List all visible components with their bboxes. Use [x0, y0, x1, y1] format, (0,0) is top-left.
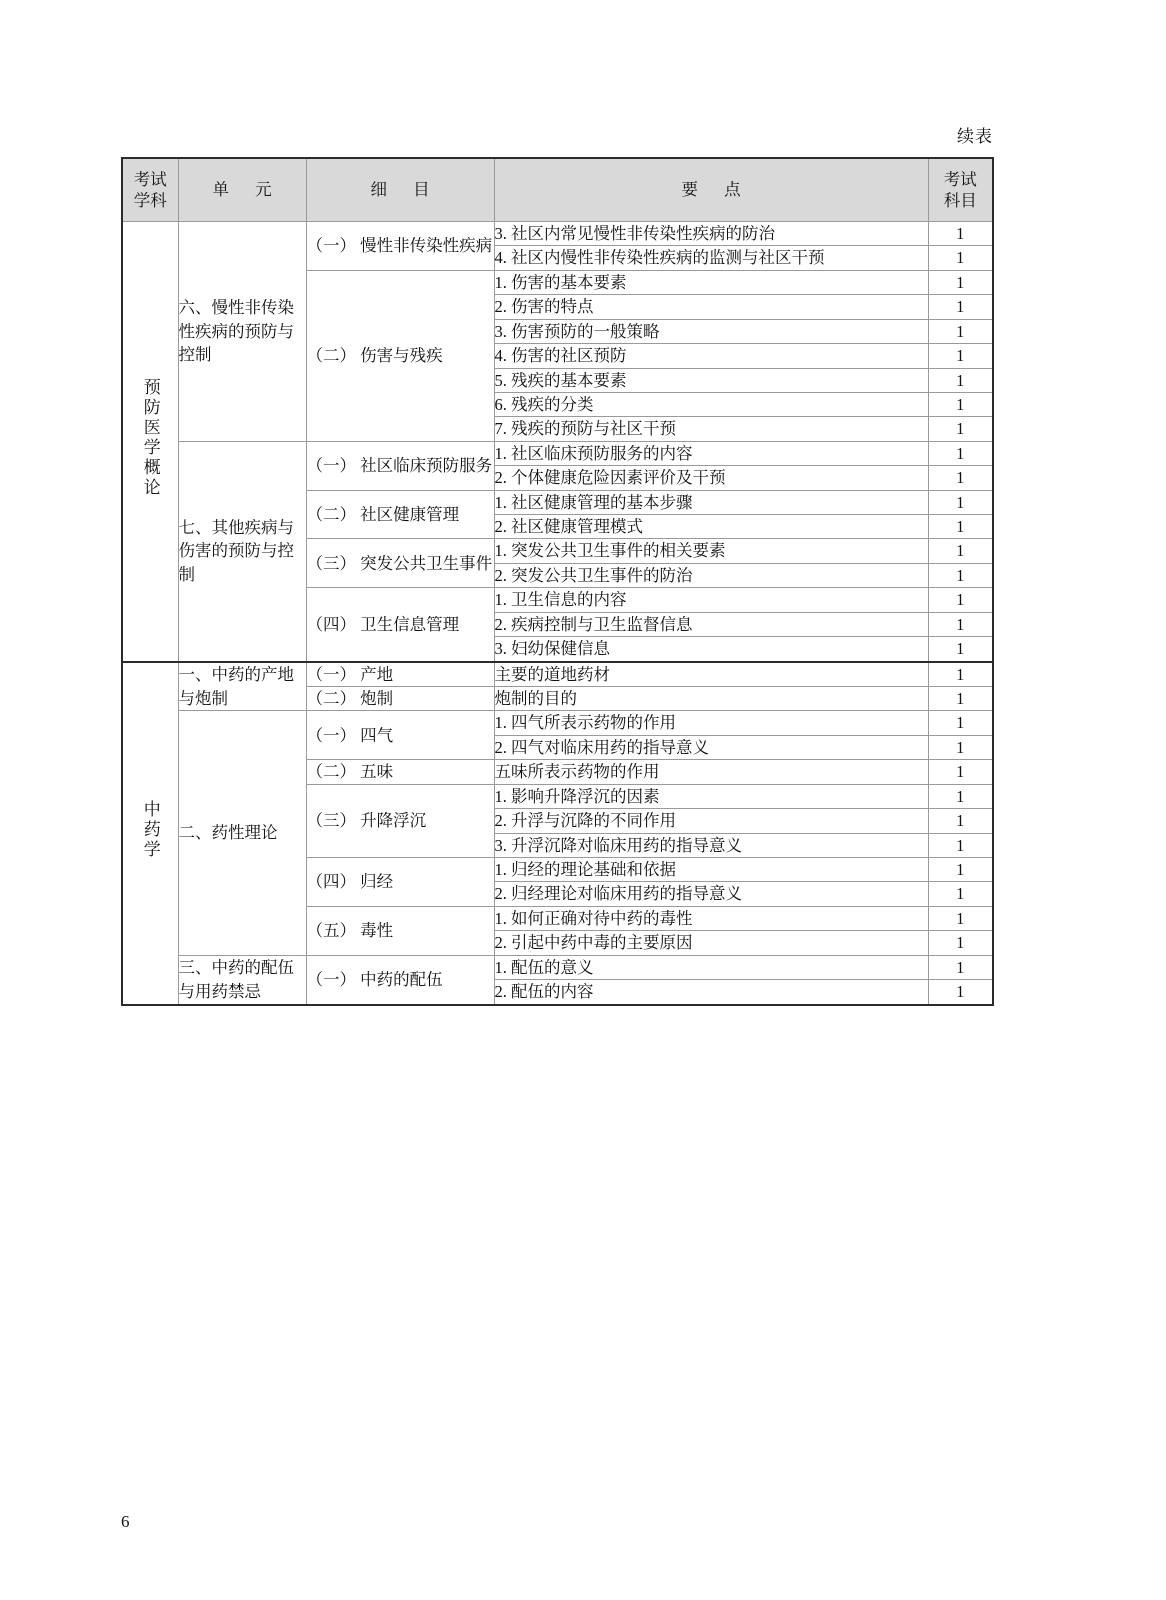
score-cell: 1	[928, 515, 993, 539]
score-cell: 1	[928, 931, 993, 955]
score-cell: 1	[928, 222, 993, 246]
score-cell: 1	[928, 882, 993, 906]
detail-cell: （一） 中药的配伍	[306, 955, 494, 1004]
point-cell: 2. 四气对临床用药的指导意义	[494, 735, 928, 759]
point-cell: 2. 伤害的特点	[494, 295, 928, 319]
detail-cell: （二） 五味	[306, 760, 494, 784]
score-cell: 1	[928, 344, 993, 368]
score-cell: 1	[928, 246, 993, 270]
score-cell: 1	[928, 980, 993, 1005]
score-cell: 1	[928, 441, 993, 465]
table-row	[122, 222, 993, 246]
table-body	[122, 222, 993, 1005]
column-header-score-line2: 科目	[943, 191, 977, 210]
score-cell: 1	[928, 784, 993, 808]
detail-cell: （一） 慢性非传染性疾病	[306, 222, 494, 271]
point-cell: 5. 残疾的基本要素	[494, 368, 928, 392]
point-cell: 2. 突发公共卫生事件的防治	[494, 563, 928, 587]
point-cell: 1. 归经的理论基础和依据	[494, 857, 928, 881]
point-cell: 2. 疾病控制与卫生监督信息	[494, 612, 928, 636]
table-row	[122, 441, 993, 465]
score-cell: 1	[928, 417, 993, 441]
score-cell: 1	[928, 906, 993, 930]
point-cell: 4. 伤害的社区预防	[494, 344, 928, 368]
subject-label: 中药学	[140, 799, 160, 860]
point-cell: 6. 残疾的分类	[494, 392, 928, 416]
score-cell: 1	[928, 319, 993, 343]
column-header-score-line1: 考试	[943, 169, 977, 189]
score-cell: 1	[928, 295, 993, 319]
point-cell: 1. 如何正确对待中药的毒性	[494, 906, 928, 930]
detail-cell: （五） 毒性	[306, 906, 494, 955]
score-cell: 1	[928, 760, 993, 784]
column-header-score	[928, 158, 993, 222]
point-cell: 1. 社区临床预防服务的内容	[494, 441, 928, 465]
point-cell: 2. 配伍的内容	[494, 980, 928, 1005]
score-cell: 1	[928, 270, 993, 294]
score-cell: 1	[928, 539, 993, 563]
detail-cell: （二） 伤害与残疾	[306, 270, 494, 441]
point-cell: 1. 配伍的意义	[494, 955, 928, 979]
point-cell: 2. 个体健康危险因素评价及干预	[494, 466, 928, 490]
point-cell: 1. 四气所表示药物的作用	[494, 711, 928, 735]
header-row	[122, 158, 993, 222]
score-cell: 1	[928, 588, 993, 612]
score-cell: 1	[928, 612, 993, 636]
point-cell: 1. 卫生信息的内容	[494, 588, 928, 612]
column-header-subject-line2: 学科	[133, 191, 167, 210]
score-cell: 1	[928, 833, 993, 857]
detail-cell: （四） 归经	[306, 857, 494, 906]
table-row	[122, 711, 993, 735]
score-cell: 1	[928, 637, 993, 662]
exam-syllabus-table	[121, 157, 994, 1006]
point-cell: 1. 伤害的基本要素	[494, 270, 928, 294]
point-cell: 2. 归经理论对临床用药的指导意义	[494, 882, 928, 906]
point-cell: 7. 残疾的预防与社区干预	[494, 417, 928, 441]
column-header-unit: 单 元	[178, 158, 306, 222]
page-number: 6	[121, 1512, 130, 1531]
unit-cell: 二、药性理论	[178, 711, 306, 955]
detail-cell: （二） 社区健康管理	[306, 490, 494, 539]
subject-cell	[122, 662, 178, 1005]
score-cell: 1	[928, 490, 993, 514]
point-cell: 3. 社区内常见慢性非传染性疾病的防治	[494, 222, 928, 246]
subject-label: 预防医学概论	[140, 378, 160, 499]
point-cell: 1. 影响升降浮沉的因素	[494, 784, 928, 808]
score-cell: 1	[928, 955, 993, 979]
point-cell: 五味所表示药物的作用	[494, 760, 928, 784]
column-header-points: 要 点	[494, 158, 928, 222]
score-cell: 1	[928, 563, 993, 587]
point-cell: 2. 升浮与沉降的不同作用	[494, 809, 928, 833]
detail-cell: （一） 社区临床预防服务	[306, 441, 494, 490]
score-cell: 1	[928, 662, 993, 687]
point-cell: 炮制的目的	[494, 687, 928, 711]
column-header-subject-line1: 考试	[133, 169, 167, 189]
detail-cell: （二） 炮制	[306, 687, 494, 711]
point-cell: 2. 引起中药中毒的主要原因	[494, 931, 928, 955]
point-cell: 3. 升浮沉降对临床用药的指导意义	[494, 833, 928, 857]
point-cell: 3. 妇幼保健信息	[494, 637, 928, 662]
subject-cell	[122, 222, 178, 662]
unit-cell: 七、其他疾病与伤害的预防与控制	[178, 441, 306, 661]
point-cell: 1. 社区健康管理的基本步骤	[494, 490, 928, 514]
detail-cell: （一） 四气	[306, 711, 494, 760]
score-cell: 1	[928, 735, 993, 759]
unit-cell: 三、中药的配伍与用药禁忌	[178, 955, 306, 1004]
score-cell: 1	[928, 687, 993, 711]
detail-cell: （三） 突发公共卫生事件	[306, 539, 494, 588]
point-cell: 1. 突发公共卫生事件的相关要素	[494, 539, 928, 563]
continued-table-label: 续表	[957, 127, 993, 146]
column-header-detail: 细 目	[306, 158, 494, 222]
table-row	[122, 955, 993, 979]
score-cell: 1	[928, 711, 993, 735]
point-cell: 4. 社区内慢性非传染性疾病的监测与社区干预	[494, 246, 928, 270]
unit-cell: 六、慢性非传染性疾病的预防与控制	[178, 222, 306, 442]
detail-cell: （一） 产地	[306, 662, 494, 687]
score-cell: 1	[928, 466, 993, 490]
point-cell: 3. 伤害预防的一般策略	[494, 319, 928, 343]
detail-cell: （四） 卫生信息管理	[306, 588, 494, 662]
score-cell: 1	[928, 809, 993, 833]
score-cell: 1	[928, 368, 993, 392]
detail-cell: （三） 升降浮沉	[306, 784, 494, 857]
column-header-subject	[122, 158, 178, 222]
point-cell: 2. 社区健康管理模式	[494, 515, 928, 539]
table-row	[122, 662, 993, 687]
score-cell: 1	[928, 392, 993, 416]
unit-cell: 一、中药的产地与炮制	[178, 662, 306, 711]
score-cell: 1	[928, 857, 993, 881]
table-header	[122, 158, 993, 222]
point-cell: 主要的道地药材	[494, 662, 928, 687]
